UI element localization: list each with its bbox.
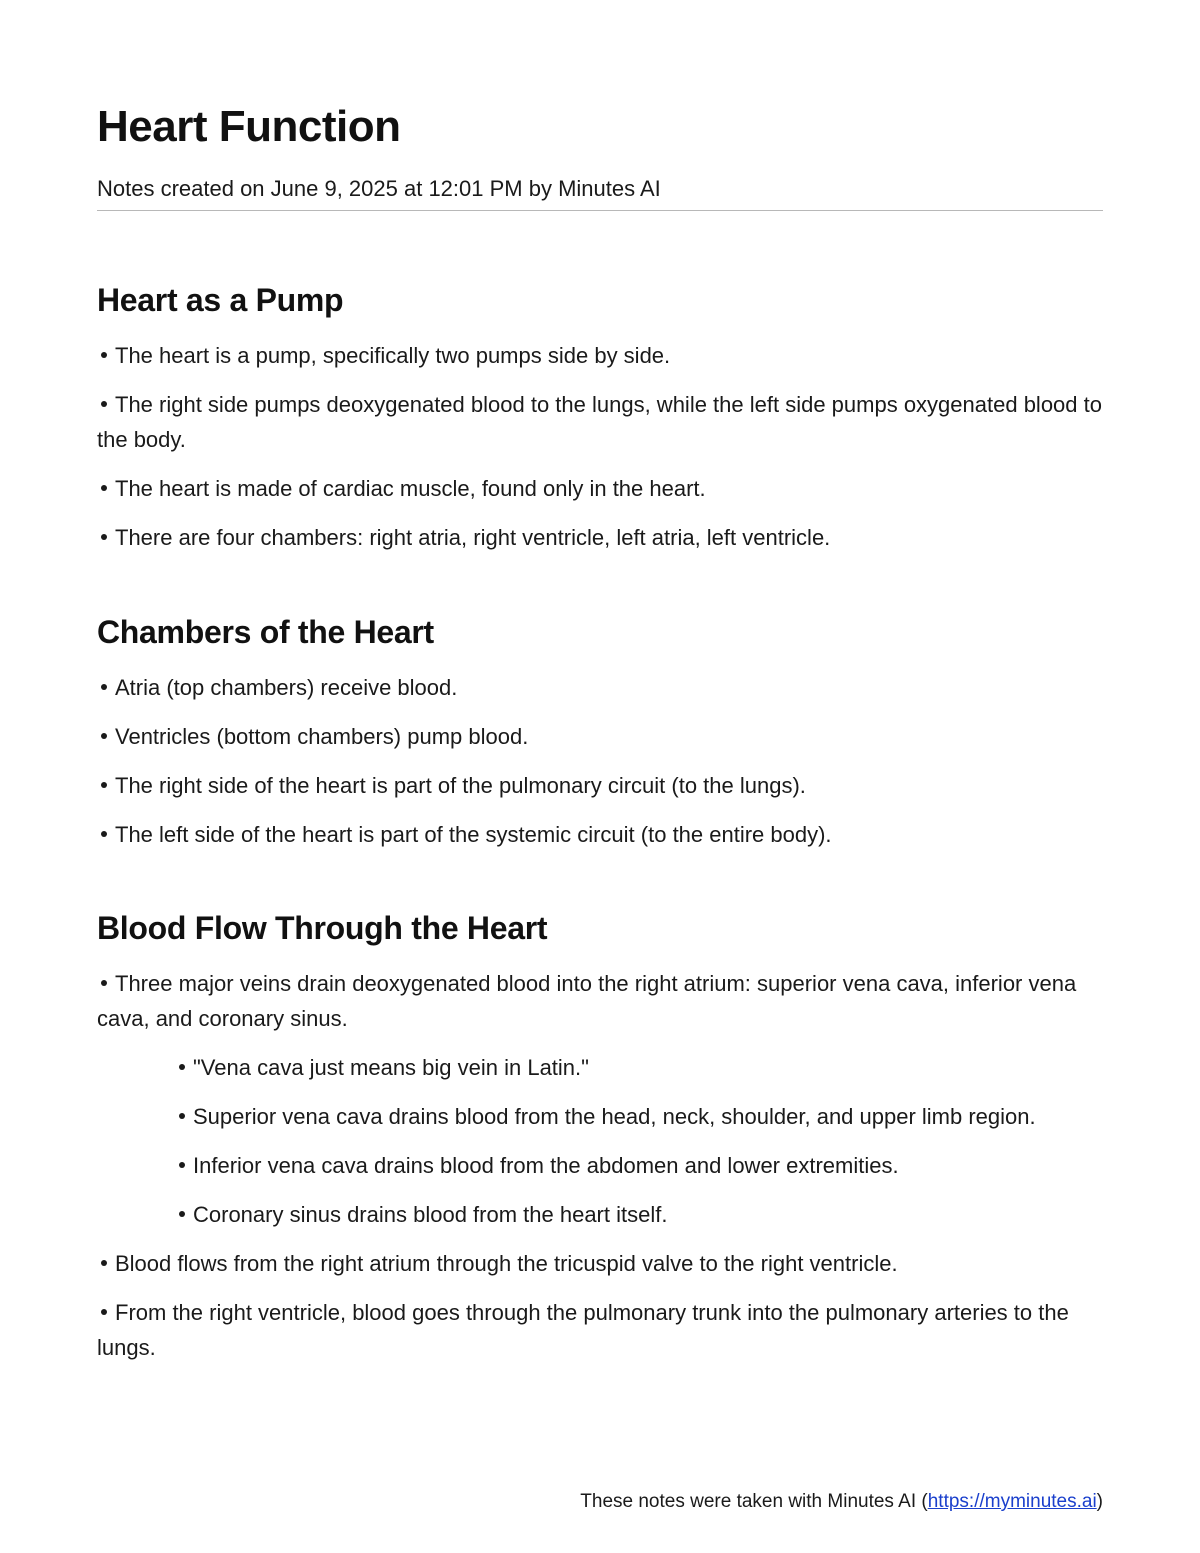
list-item-text: The right side of the heart is part of the pulmonary circuit (to the lungs).: [115, 773, 806, 798]
section-blood-flow-through-the-heart: [97, 908, 1103, 1379]
bullet-icon: [101, 485, 107, 491]
section-heading: Heart as a Pump: [97, 282, 344, 318]
sub-list-item: [175, 1197, 1103, 1232]
sub-list-item: [175, 1148, 1103, 1183]
list-item-text: The heart is a pump, specifically two pumps side by side.: [115, 343, 671, 368]
list-item: [97, 471, 1103, 506]
page-title: Heart Function: [97, 102, 401, 151]
bullet-icon: [101, 831, 107, 837]
bullet-icon: [101, 352, 107, 358]
list-item-text: There are four chambers: right atria, right ventricle, left atria, left ventricle.: [115, 525, 831, 550]
list-item: [97, 817, 1103, 852]
list-item-text: Three major veins drain deoxygenated blood into the right atrium: superior vena cava, inferior vena cava, and coronary sinus.: [97, 971, 1077, 1031]
list-item: [97, 1246, 1103, 1281]
list-item-text: From the right ventricle, blood goes through the pulmonary trunk into the pulmonary arteries to the lungs.: [97, 1300, 1069, 1360]
list-item: [97, 768, 1103, 803]
list-item-text: Superior vena cava drains blood from the head, neck, shoulder, and upper limb region.: [193, 1104, 1036, 1129]
list-item: [97, 966, 1103, 1036]
list-item-text: Inferior vena cava drains blood from the abdomen and lower extremities.: [193, 1153, 899, 1178]
footer-link[interactable]: https://myminutes.ai: [927, 1491, 1097, 1512]
bullet-icon: [179, 1211, 185, 1217]
section-chambers-of-the-heart: [97, 612, 1103, 866]
list-item: [97, 670, 1103, 705]
bullet-icon: [101, 782, 107, 788]
list-item-text: The left side of the heart is part of the systemic circuit (to the entire body).: [115, 822, 832, 847]
list-item-text: The heart is made of cardiac muscle, found only in the heart.: [115, 476, 706, 501]
sub-list-item: [175, 1050, 1103, 1085]
sub-list-item: [175, 1099, 1103, 1134]
bullet-icon: [179, 1113, 185, 1119]
list-item-text: "Vena cava just means big vein in Latin.": [193, 1055, 589, 1080]
footer-text-end: ): [1096, 1491, 1103, 1512]
list-item-text: Ventricles (bottom chambers) pump blood.: [115, 724, 529, 749]
bullet-icon: [101, 1309, 107, 1315]
section-heading: Chambers of the Heart: [97, 614, 434, 650]
list-item: [97, 1295, 1103, 1365]
list-item-text: Blood flows from the right atrium through the tricuspid valve to the right ventricle.: [115, 1251, 898, 1276]
list-item-text: Coronary sinus drains blood from the heart itself.: [193, 1202, 668, 1227]
notes-metadata: Notes created on June 9, 2025 at 12:01 PM by Minutes AI: [97, 176, 661, 201]
list-item: [97, 719, 1103, 754]
footer-text: These notes were taken with Minutes AI (: [580, 1491, 928, 1512]
list-item: [97, 338, 1103, 373]
bullet-icon: [101, 733, 107, 739]
list-item: [97, 520, 1103, 555]
header-divider: [97, 210, 1103, 211]
section-heading: Blood Flow Through the Heart: [97, 910, 548, 946]
bullet-icon: [101, 1260, 107, 1266]
bullet-icon: [101, 684, 107, 690]
list-item: [97, 387, 1103, 457]
bullet-icon: [101, 980, 107, 986]
list-item-text: Atria (top chambers) receive blood.: [115, 675, 458, 700]
bullet-icon: [179, 1162, 185, 1168]
page-footer: [580, 1488, 1103, 1516]
bullet-icon: [101, 401, 107, 407]
section-heart-as-a-pump: [97, 280, 1103, 569]
bullet-icon: [101, 534, 107, 540]
bullet-icon: [179, 1064, 185, 1070]
list-item-text: The right side pumps deoxygenated blood to the lungs, while the left side pumps oxygenated blood to the body.: [97, 392, 1102, 452]
